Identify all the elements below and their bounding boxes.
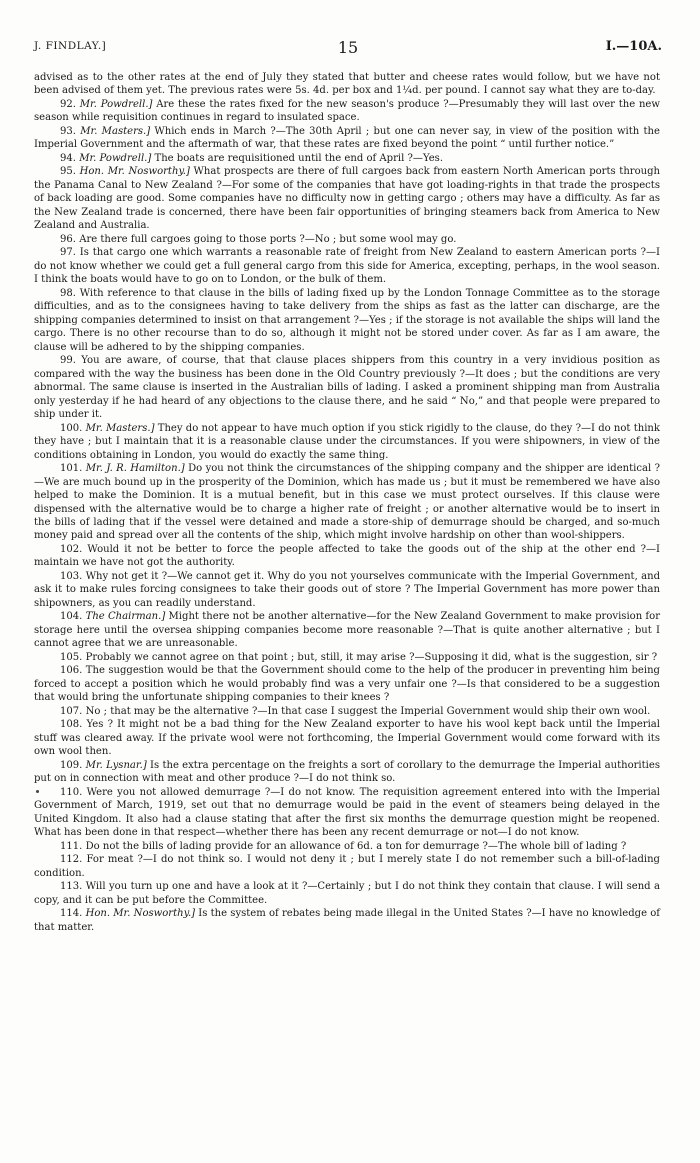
paragraph <box>34 786 660 840</box>
paragraph <box>34 354 660 421</box>
paragraph-text: Which ends in March ?—The 30th April ; but one can never say, in view of the position with the Imperial Government and the aftermath of war, that these rates are fixed beyond the point “ until further notice.” <box>34 125 660 151</box>
paragraph <box>34 853 660 880</box>
speaker-name: Mr. Masters.] <box>85 422 155 434</box>
question-number: 92. <box>60 98 76 110</box>
paragraph-text: The boats are requisitioned until the end of April ?—Yes. <box>154 152 444 164</box>
header-witness-name: J. FINDLAY.] <box>34 40 107 52</box>
paragraph-text: Is the system of rebates being made illegal in the United States ?—I have no knowledge of that matter. <box>34 908 661 933</box>
page-number: 15 <box>337 38 359 57</box>
paragraph <box>34 705 660 718</box>
paragraph <box>34 718 660 758</box>
margin-mark <box>36 790 39 793</box>
question-number: 111. <box>60 840 83 852</box>
body-text <box>34 71 660 934</box>
paragraph-text: They do not appear to have much option if you stick rigidly to the clause, do they ?—I do not think they have ; but I maintain that it is a reasonable clause under the circumstances. If you were shipowners, in view of the conditions obtaining in London, you would do exactly the same thing. <box>34 422 660 461</box>
question-number: 106. <box>60 665 83 677</box>
paragraph-text: What prospects are there of full cargoes back from eastern North American ports through the Panama Canal to New Zealand ?—For some of the companies that have got loading-rights in that trade the prospects of back loading are good. Some companies have no difficulty now in getting cargo ; others may have a difficulty. As far as the New Zealand trade is concerned, there have been fair opportunities of bringing steamers back from America to New Zealand and Australia. <box>34 166 661 232</box>
paragraph <box>34 165 660 232</box>
paragraph <box>34 651 660 664</box>
question-number: 107. <box>60 705 83 717</box>
paragraph-text: Do you not think the circumstances of the shipping company and the shipper are identical ?—We are much bound up in the prosperity of the Dominion, which has made us ; but it must be remembered we have also helped to make the Dominion. It is a mutual benefit, but in this case we must protect ourselves. If this clause were dispensed with the alternative would be to charge a higher rate of freight ; or another alternative would be to insert in the bills of lading that if the vessel were detained and made a store-ship of demurrage should be charged, and so-much money paid and spread over all the contents of the ship, which might involve hardship on other than wool-shippers. <box>34 463 660 542</box>
speaker-name: Hon. Mr. Nosworthy.] <box>85 908 196 920</box>
paragraph <box>34 233 660 246</box>
question-number: 97. <box>60 247 76 259</box>
paragraph <box>34 543 660 570</box>
paragraph <box>34 840 660 853</box>
paragraph <box>34 98 660 125</box>
paragraph <box>34 570 660 610</box>
question-number: 94. <box>60 152 76 164</box>
paragraph <box>34 152 660 165</box>
speaker-name: Mr. J. R. Hamilton.] <box>85 463 185 475</box>
question-number: 99. <box>60 355 76 367</box>
paragraph <box>34 287 660 354</box>
paragraph-text: advised as to the other rates at the end of July they stated that butter and cheese rates would follow, but we have not been advised of them yet. The previous rates were 5s. 4d. per box and 1¼d. per pound. I cannot say what they are to-day. <box>34 72 660 97</box>
paragraph-text: Would it not be better to force the people affected to take the goods out of the ship at the other end ?—I maintain we have not got the authority. <box>34 543 660 569</box>
paragraph-text: Probably we cannot agree on that point ; but, still, it may arise ?—Supposing it did, what is the suggestion, sir ? <box>85 651 658 663</box>
paragraph-text: Why not get it ?—We cannot get it. Why do you not yourselves communicate with the Imperial Government, and ask it to make rules forcing consignees to take their goods out of store ? The Imperial Government has more power than shipowners, as you can readily understand. <box>34 570 660 609</box>
paragraph-text: For meat ?—I do not think so. I would not deny it ; but I merely state I do not remember such a bill-of-lading condition. <box>34 854 660 879</box>
question-number: 96. <box>60 233 76 245</box>
question-number: 93. <box>60 125 76 137</box>
paragraph-text: With reference to that clause in the bills of lading fixed up by the London Tonnage Committee as to the storage difficulties, and as to the consignees having to take delivery from the ships as fast as the latter can discharge, are the shipping companies determined to insist on that arrangement ?—Yes ; if the storage is not available the ships will land the cargo. There is no other recourse than to do so, although it might not be stored under cover. As far as I am aware, the clause will be adhered to by the shipping companies. <box>34 287 660 353</box>
paragraph <box>34 125 660 152</box>
question-number: 114. <box>60 908 83 920</box>
paragraph <box>34 907 660 934</box>
paragraph-text: Are there full cargoes going to those ports ?—No ; but some wool may go. <box>79 233 457 245</box>
paragraph-text: Yes ? It might not be a bad thing for the New Zealand exporter to have his wool kept back until the Imperial stuff was cleared away. If the private wool were not forthcoming, the Imperial Government would come forward with its own wool then. <box>34 719 660 758</box>
paragraph <box>34 759 660 786</box>
question-number: 103. <box>60 570 83 582</box>
speaker-name: Mr. Lysnar.] <box>85 759 147 771</box>
speaker-name: Mr. Powdrell.] <box>79 98 153 110</box>
question-number: 113. <box>60 881 83 893</box>
question-number: 100. <box>60 422 83 434</box>
question-number: 95. <box>60 166 76 178</box>
question-number: 109. <box>60 759 83 771</box>
question-number: 102. <box>60 543 83 555</box>
speaker-name: The Chairman.] <box>85 611 166 623</box>
speaker-name: Mr. Powdrell.] <box>79 152 152 164</box>
question-number: 98. <box>60 287 76 299</box>
question-number: 101. <box>60 463 83 475</box>
speaker-name: Mr. Masters.] <box>80 125 151 137</box>
paragraph <box>34 664 660 704</box>
question-number: 110. <box>60 786 83 798</box>
question-number: 108. <box>60 719 83 731</box>
paragraph-text: You are aware, of course, that that clause places shippers from this country in a very invidious position as compared with the way the business has been done in the Old Country previously ?—It does ; but the conditions are very abnormal. The same clause is inserted in the Australian bills of lading. I asked a prominent shipping man from Australia only yesterday if he had heard of any objections to the clause there, and he said “ No,” and that people were prepared to ship under it. <box>34 355 660 421</box>
paragraph-text: Might there not be another alternative—for the New Zealand Government to make provision for storage here until the oversea shipping companies become more reasonable ?—That is quite another alternative ; but I cannot agree that we are unreasonable. <box>34 611 661 650</box>
question-number: 112. <box>60 854 83 866</box>
paragraph <box>34 71 660 98</box>
paragraph-text: Will you turn up one and have a look at it ?—Certainly ; but I do not think they contain that clause. I will send a copy, and it can be put before the Committee. <box>34 881 660 906</box>
speaker-name: Hon. Mr. Nosworthy.] <box>79 166 190 178</box>
paragraph-text: No ; that may be the alternative ?—In that case I suggest the Imperial Government would ship their own wool. <box>85 705 651 717</box>
paragraph <box>34 610 660 650</box>
paragraph-text: Are these the rates fixed for the new season's produce ?—Presumably they will last over the new season while requisition continues in regard to insulated space. <box>34 98 660 124</box>
paragraph <box>34 880 660 907</box>
paragraph-text: Do not the bills of lading provide for an allowance of 6d. a ton for demurrage ?—The whole bill of lading ? <box>85 840 627 852</box>
paragraph <box>34 462 660 543</box>
paragraph <box>34 246 660 286</box>
paragraph <box>34 422 660 462</box>
paragraph-text: Were you not allowed demurrage ?—I do not know. The requisition agreement entered into with the Imperial Government of March, 1919, set out that no demurrage would be paid in the event of steamers being delayed in the United Kingdom. It also had a clause stating that after the first six months the demurrage question might be reopened. What has been done in that respect—whether there has been any recent demurrage or not—I do not know. <box>34 786 661 839</box>
question-number: 104. <box>60 611 83 623</box>
paragraph-text: Is the extra percentage on the freights a sort of corollary to the demurrage the Imperial authorities put on in connection with meat and other produce ?—I do not think so. <box>34 759 660 785</box>
paper-reference: I.—10A. <box>605 39 662 54</box>
page-header <box>34 38 662 58</box>
question-number: 105. <box>60 651 83 663</box>
paragraph-text: The suggestion would be that the Government should come to the help of the producer in preventing him being forced to accept a position which he would probably find was a very unfair one ?—Is that considered to be a suggestion that would bring the unfortunate shipping companies to their knees ? <box>34 665 660 704</box>
paragraph-text: Is that cargo one which warrants a reasonable rate of freight from New Zealand to eastern American ports ?—I do not know whether we could get a full general cargo from this side for America, excepting, perhaps, in the wool season. I think the boats would have to go on to London, or the bulk of them. <box>34 247 660 286</box>
